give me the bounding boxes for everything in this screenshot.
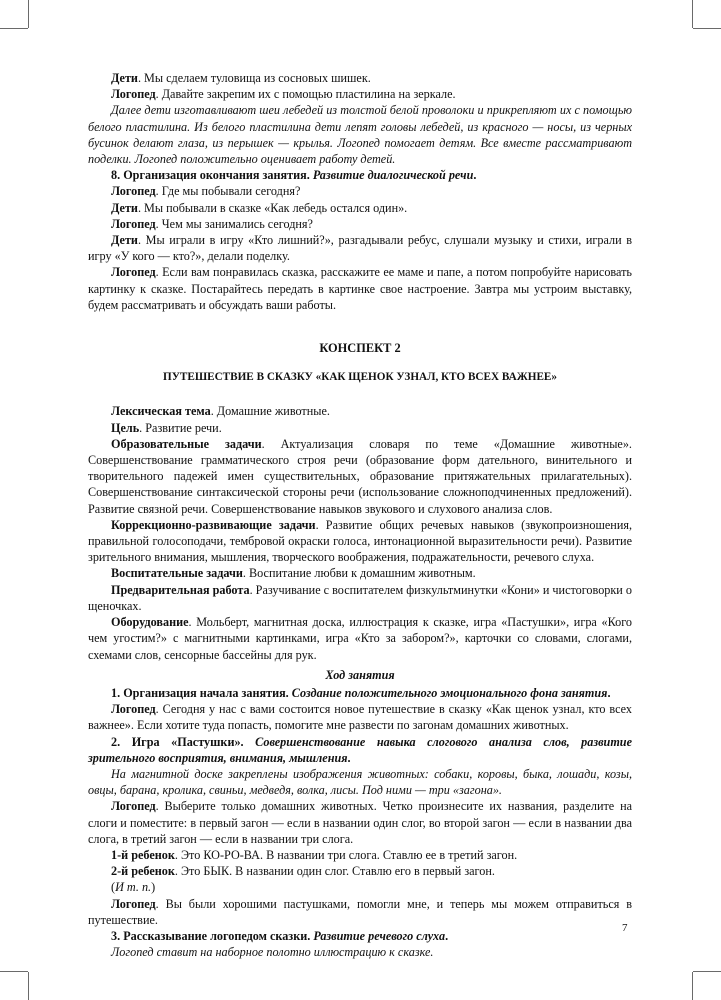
crop-mark (693, 971, 721, 972)
page-number: 7 (622, 922, 628, 934)
paragraph: 1-й ребенок. Это КО-РО-ВА. В названии три слога. Ставлю ее в третий загон. (111, 847, 518, 862)
paragraph: Логопед ставит на наборное полотно иллюстрацию к сказке. (111, 945, 434, 960)
paragraph: На магнитной доске закреплены изображения животных: собаки, коровы, быка, лошади, козы, овцы, барана, кролика, свиньи, медведя, волка, лисы. Под ними — три «загона». (88, 766, 632, 798)
paragraph: Логопед. Выберите только домашних животных. Четко произнесите их названия, разделите на слоги и поместите: в первый загон — если в названии один слог, во второй загон — если в названии два слога, в третий загон — если в названии три слога. (88, 799, 632, 846)
paragraph: Дети. Мы сделаем туловища из сосновых шишек. (111, 71, 371, 85)
crop-mark (0, 28, 28, 29)
page-text (88, 70, 632, 960)
paragraph: Цель. Развитие речи. (111, 420, 222, 435)
section-heading: 2. Игра «Пастушки». Совершенствование навыка слогового анализа слов, развитие зрительного восприятия, внимания, мышления. (88, 734, 632, 765)
paragraph: Предварительная работа. Разучивание с воспитателем физкультминутки «Кони» и чистоговорки о щеночках. (88, 582, 632, 613)
paragraph: Коррекционно-развивающие задачи. Развитие общих речевых навыков (звукопроизношения, правильной голосоподачи, тембровой окраски голоса, интонационной выразительности речи). Развитие зрительного внимания, мышления, творческого воображения, подражательности, речевого слуха. (88, 517, 633, 565)
section-heading: 1. Организация начала занятия. Создание положительного эмоционального фона занятия. (111, 685, 611, 700)
paragraph: Логопед. Давайте закрепим их с помощью пластилина на зеркале. (111, 87, 456, 102)
paragraph: Оборудование. Мольберт, магнитная доска, иллюстрация к сказке, игра «Пастушки», игра «Кого чем угостим?» с магнитными картинками, игра «Кто за забором?», карточки со словами, слогами, схемами слов, сенсорные бассейны для рук. (88, 615, 632, 662)
paragraph: Логопед. Вы были хорошими пастушками, помогли мне, и теперь мы можем отправиться в путешествие. (88, 896, 632, 927)
paragraph: (И т. п.) (111, 880, 156, 895)
crop-mark (28, 0, 29, 28)
crop-mark (692, 972, 693, 1000)
paragraph: Логопед. Сегодня у нас с вами состоится новое путешествие в сказку «Как щенок узнал, кто всех важнее». Если хотите туда попасть, помогите мне развести по загонам домашних животных. (88, 702, 632, 733)
paragraph: Логопед. Чем мы занимались сегодня? (111, 216, 313, 231)
section-heading: 3. Рассказывание логопедом сказки. Развитие речевого слуха. (111, 928, 449, 943)
konspekt-title: КОНСПЕКТ 2 (319, 341, 401, 356)
paragraph: Логопед. Если вам понравилась сказка, расскажите ее маме и папе, а потом попробуйте нарисовать картинку к сказке. Постарайтесь передать в картинке свое настроение. Завтра мы устроим выставку, будем рассматривать и обсуждать ваши работы. (88, 265, 632, 312)
crop-mark (693, 28, 721, 29)
crop-mark (0, 971, 28, 972)
lesson-heading: Ход занятия (325, 667, 395, 682)
paragraph: Логопед. Где мы побывали сегодня? (111, 184, 301, 199)
crop-mark (28, 972, 29, 1000)
paragraph: Образовательные задачи. Актуализация словаря по теме «Домашние животные». Совершенствование грамматического строя речи (образование форм дательного, винительного и творительного падежей имен существительных, образование притяжательных прилагательных). Совершенствование синтаксической стороны речи (использование сложноподчиненных предложений). Развитие связной речи. Совершенствование навыков звукового и слухового анализа слов. (88, 436, 632, 516)
konspekt-subtitle: ПУТЕШЕСТВИЕ В СКАЗКУ «КАК ЩЕНОК УЗНАЛ, КТО ВСЕХ ВАЖНЕЕ» (163, 371, 557, 384)
paragraph: Лексическая тема. Домашние животные. (111, 404, 330, 419)
section-heading: 8. Организация окончания занятия. Развитие диалогической речи. (111, 168, 477, 183)
paragraph: Воспитательные задачи. Воспитание любви к домашним животным. (111, 566, 476, 581)
paragraph: Далее дети изготавливают шеи лебедей из толстой белой проволоки и прикрепляют их с помощью белого пластилина. Из белого пластилина дети лепят головы лебедей, из красного — носы, из черных бусинок делают глаза, из перышек — крылья. Логопед помогает детям. Все вместе рассматривают поделки. Логопед положительно оценивает работу детей. (88, 103, 632, 167)
paragraph: Дети. Мы побывали в сказке «Как лебедь остался один». (111, 200, 408, 215)
paragraph: Дети. Мы играли в игру «Кто лишний?», разгадывали ребус, слушали музыку и стихи, играли в игру «У кого — кто?», делали поделку. (88, 233, 632, 264)
crop-mark (692, 0, 693, 28)
paragraph: 2-й ребенок. Это БЫК. В названии один слог. Ставлю его в первый загон. (111, 864, 495, 879)
